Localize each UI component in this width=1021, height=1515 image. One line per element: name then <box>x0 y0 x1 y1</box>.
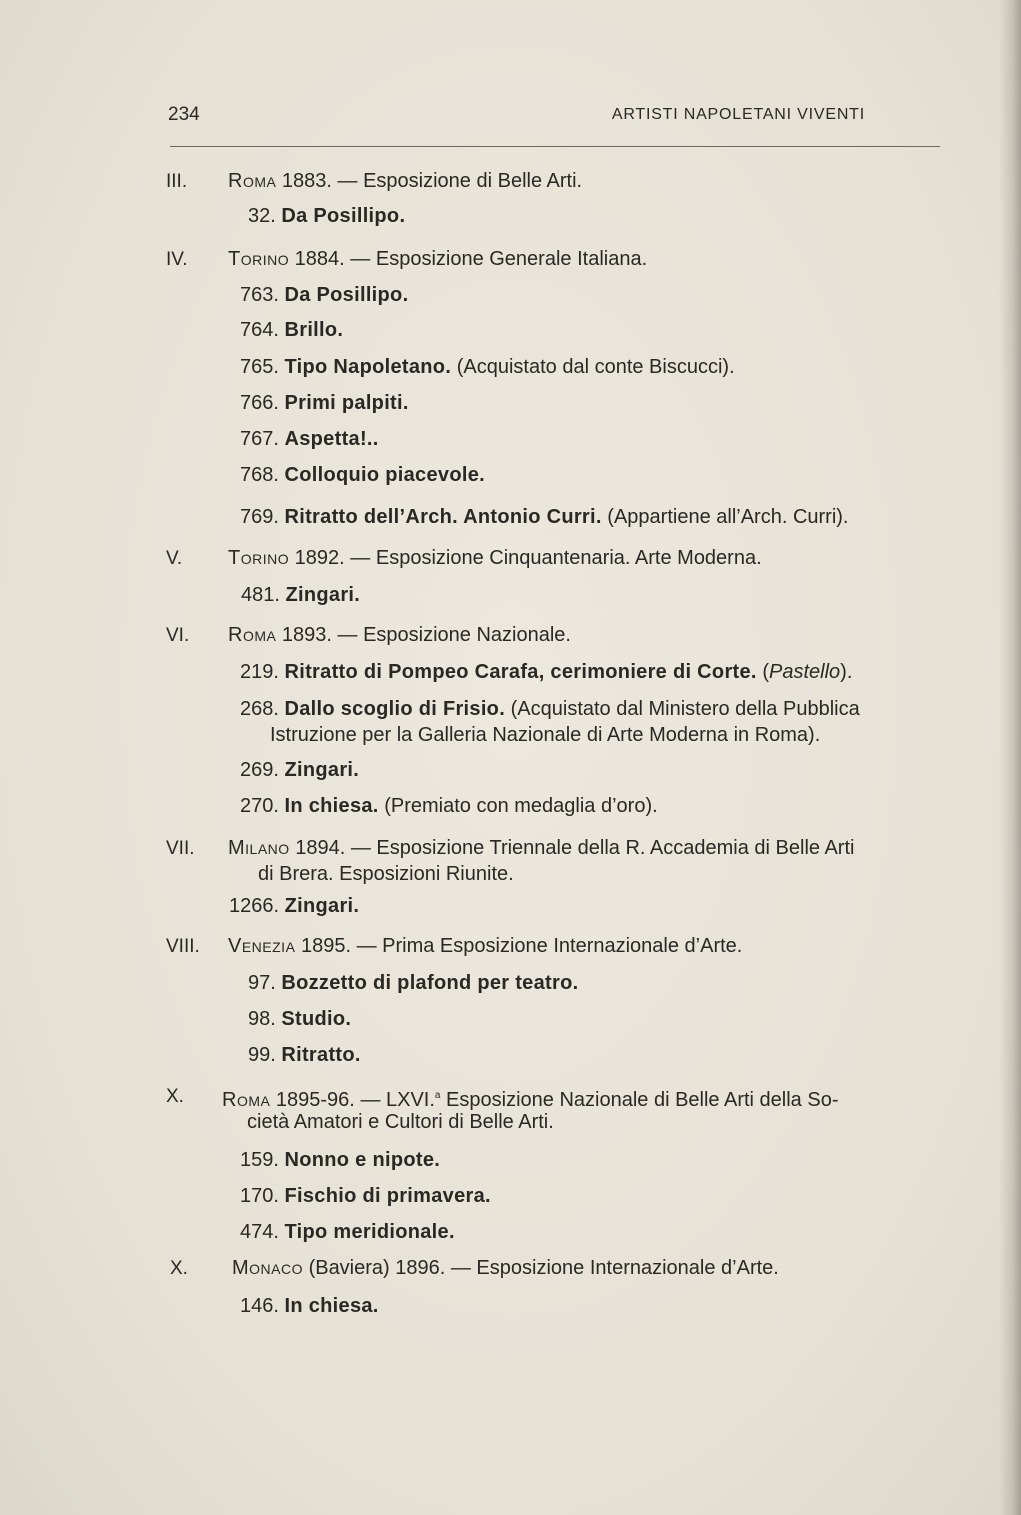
section-desc: — Esposizione Internazionale d’Arte. <box>450 1257 779 1279</box>
item-number: 270. <box>240 795 279 817</box>
section-heading <box>228 246 647 272</box>
section-year: 1893. <box>281 624 332 646</box>
item-number: 474. <box>240 1221 279 1243</box>
section-city: Venezia <box>228 935 296 957</box>
section-numeral: X. <box>166 1086 184 1107</box>
section-heading <box>228 933 742 959</box>
section-year: 1884. <box>294 248 345 270</box>
item-title: Primi palpiti. <box>284 392 409 414</box>
section-numeral: X. <box>170 1258 188 1279</box>
item-number: 481. <box>241 584 280 606</box>
section-city: Torino <box>228 547 290 569</box>
item-title: Zingari. <box>284 895 360 917</box>
item-number: 767. <box>240 428 279 450</box>
item-number: 170. <box>240 1185 279 1207</box>
header-rule <box>170 146 940 147</box>
item-number: 765. <box>240 356 279 378</box>
section-numeral: V. <box>166 548 183 569</box>
item-title: Nonno e nipote. <box>284 1149 441 1171</box>
section-desc: — LXVI. <box>360 1089 435 1111</box>
section-desc-continued: di Brera. Esposizioni Riunite. <box>258 863 514 885</box>
section-heading <box>228 622 571 648</box>
item-title: Tipo meridionale. <box>284 1221 455 1243</box>
list-item <box>240 462 485 488</box>
item-title: Colloquio piacevole. <box>284 464 485 486</box>
section-desc: — Esposizione Nazionale. <box>337 624 571 646</box>
section-desc-continued: cietà Amatori e Cultori di Belle Arti. <box>247 1111 554 1133</box>
item-note: (Premiato con medaglia d’oro). <box>384 795 658 817</box>
list-item <box>248 970 578 996</box>
item-number: 159. <box>240 1149 279 1171</box>
ordinal-superscript: a <box>434 1090 441 1101</box>
item-title: Brillo. <box>284 319 344 341</box>
item-number: 97. <box>248 972 276 994</box>
item-title: Dallo scoglio di Frisio. <box>284 698 506 720</box>
list-item <box>229 893 359 919</box>
item-title: In chiesa. <box>284 1295 379 1317</box>
list-item <box>240 426 379 452</box>
list-item <box>240 504 849 530</box>
item-number: 764. <box>240 319 279 341</box>
list-item <box>240 1147 440 1173</box>
section-city: Roma <box>222 1089 271 1111</box>
item-title: Da Posillipo. <box>284 284 409 306</box>
section-desc: — Esposizione di Belle Arti. <box>337 170 583 192</box>
item-note: (Pastello). <box>762 661 853 683</box>
item-number: 98. <box>248 1008 276 1030</box>
section-desc: — Esposizione Generale Italiana. <box>350 248 648 270</box>
section-city: Roma <box>228 170 277 192</box>
section-city: Roma <box>228 624 277 646</box>
page-number: 234 <box>168 104 200 125</box>
section-heading <box>232 1255 779 1281</box>
item-number: 766. <box>240 392 279 414</box>
item-number: 146. <box>240 1295 279 1317</box>
section-numeral: VI. <box>166 625 190 646</box>
item-number: 769. <box>240 506 279 528</box>
list-item <box>240 793 658 819</box>
item-number: 99. <box>248 1044 276 1066</box>
item-note-italic: Pastello <box>769 661 841 683</box>
section-city: Monaco <box>232 1257 303 1279</box>
section-heading <box>228 168 582 194</box>
list-item <box>240 757 359 783</box>
item-note-continued: Istruzione per la Galleria Nazionale di Arte Moderna in Roma). <box>270 724 821 746</box>
section-year: 1892. <box>294 547 345 569</box>
section-numeral: VII. <box>166 838 195 859</box>
section-city: Milano <box>228 837 290 859</box>
section-year: 1894. <box>295 837 346 859</box>
item-title: Fischio di primavera. <box>284 1185 491 1207</box>
item-title: Zingari. <box>284 759 360 781</box>
running-title: ARTISTI NAPOLETANI VIVENTI <box>611 106 865 123</box>
section-desc: — Esposizione Cinquantenaria. Arte Moderna. <box>350 547 762 569</box>
section-numeral: VIII. <box>166 936 200 957</box>
item-number: 219. <box>240 661 279 683</box>
list-item <box>240 1219 455 1245</box>
item-title: Bozzetto di plafond per teatro. <box>281 972 579 994</box>
section-year: (Baviera) 1896. <box>308 1257 446 1279</box>
item-title: In chiesa. <box>284 795 379 817</box>
list-item <box>240 390 409 416</box>
item-title: Ritratto dell’Arch. Antonio Curri. <box>284 506 602 528</box>
list-item <box>248 1042 361 1068</box>
section-year: 1895. <box>300 935 352 957</box>
section-year: 1883. <box>281 170 332 192</box>
page-header <box>168 104 940 134</box>
list-item <box>240 1293 379 1319</box>
item-number: 763. <box>240 284 279 306</box>
item-number: 768. <box>240 464 279 486</box>
list-item <box>240 659 852 685</box>
section-numeral: III. <box>166 171 188 192</box>
item-title: Ritratto di Pompeo Carafa, cerimoniere di Corte. <box>284 661 757 683</box>
section-city: Torino <box>228 248 290 270</box>
list-item <box>248 203 405 229</box>
section-heading <box>228 545 762 571</box>
item-number: 32. <box>248 205 276 227</box>
item-note: (Acquistato dal conte Biscucci). <box>456 356 735 378</box>
item-title: Aspetta!.. <box>284 428 379 450</box>
item-number: 1266. <box>229 895 280 917</box>
list-item <box>240 354 735 380</box>
item-number: 268. <box>240 698 279 720</box>
section-desc: — Prima Esposizione Internazionale d’Arte. <box>356 935 743 957</box>
list-item <box>241 582 360 608</box>
list-item <box>240 696 860 722</box>
list-item <box>240 282 408 308</box>
section-numeral: IV. <box>166 249 188 270</box>
section-desc: — Esposizione Triennale della R. Accademia di Belle Arti <box>350 837 855 859</box>
item-title: Da Posillipo. <box>281 205 406 227</box>
item-title: Ritratto. <box>281 1044 361 1066</box>
list-item <box>248 1006 351 1032</box>
section-desc-rest: Esposizione Nazionale di Belle Arti della So- <box>440 1089 839 1111</box>
section-heading <box>228 835 854 861</box>
page-edge-shadow <box>999 0 1021 1515</box>
item-number: 269. <box>240 759 279 781</box>
item-note: (Acquistato dal Ministero della Pubblica <box>510 698 860 720</box>
item-title: Zingari. <box>285 584 361 606</box>
section-year: 1895-96. <box>275 1089 355 1111</box>
item-title: Studio. <box>281 1008 352 1030</box>
list-item <box>240 317 343 343</box>
list-item <box>240 1183 491 1209</box>
item-note: (Appartiene all’Arch. Curri). <box>607 506 849 528</box>
item-title: Tipo Napoletano. <box>284 356 452 378</box>
